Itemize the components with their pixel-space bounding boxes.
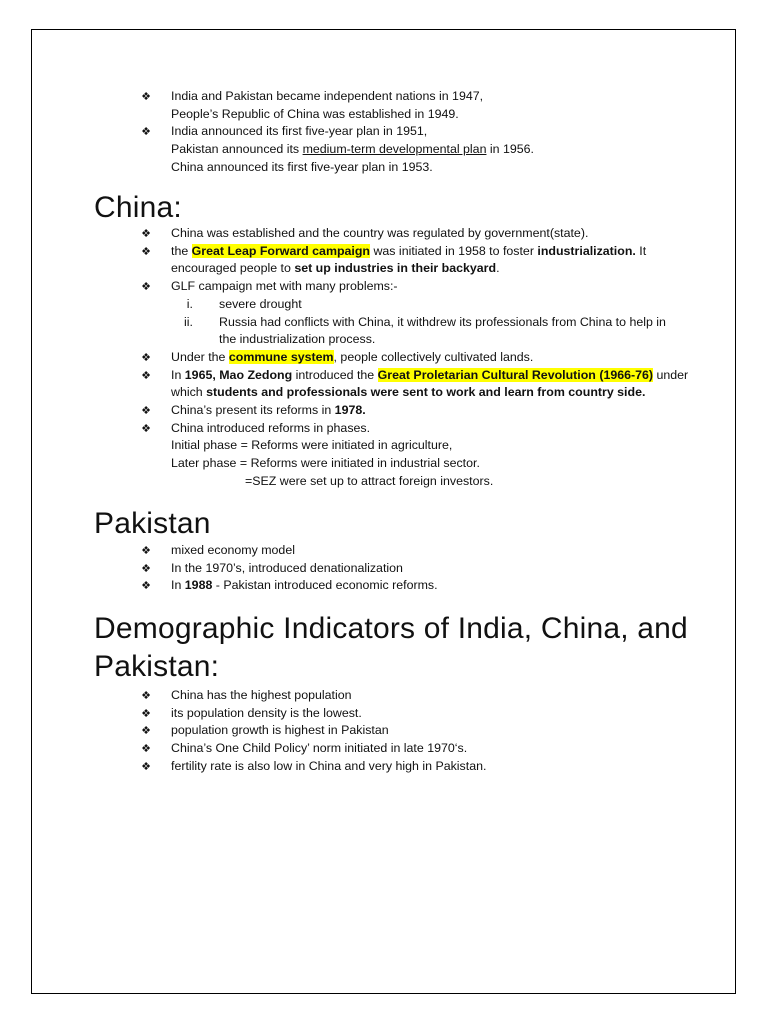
china-b7-line3: Later phase = Reforms were initiated in industrial sector. [171,456,480,471]
china-b5-line1 [171,367,688,385]
china-b7: China introduced reforms in phases. [171,420,371,435]
list-item [139,420,688,491]
demographic-heading: Demographic Indicators of India, China, and Pakistan: [94,612,688,683]
text-run: introduced the [292,367,378,382]
diamond-bullet-icon: ❖ [141,350,151,364]
diamond-bullet-icon: ❖ [141,579,151,593]
text-run: China’s present its reforms in [171,403,335,418]
list-item [139,402,688,420]
sublist-item [171,296,688,314]
text-run: which [171,385,207,400]
pakistan-list [139,542,438,595]
china-b7-line4: =SEZ were set up to attract foreign investors. [245,473,494,488]
diamond-bullet-icon: ❖ [141,706,151,720]
list-item [139,123,534,176]
list-item [139,243,688,278]
highlighted-text: commune system [228,349,334,364]
china-b2-line2 [171,260,688,278]
pakistan-b2: In the 1970’s, introduced denationalization [171,560,403,575]
china-b3: GLF campaign met with many problems:- [171,279,398,294]
diamond-bullet-icon: ❖ [141,125,151,139]
china-b2-line1 [171,243,688,261]
china-heading: China: [94,191,182,224]
list-item [139,349,688,367]
diamond-bullet-icon: ❖ [141,421,151,435]
sublist-item [171,314,688,349]
text-run: . [496,261,500,276]
text-run: In [171,578,185,593]
pakistan-b1: mixed economy model [171,543,295,557]
text-run: was initiated in 1958 to foster [370,243,538,258]
underlined-text: medium-term developmental plan [302,142,487,157]
text-run: under [653,367,689,382]
demographic-b1: China has the highest population [171,688,352,702]
diamond-bullet-icon: ❖ [141,561,151,575]
demographic-b4: China’s One Child Policy’ norm initiated in late 1970‘s. [171,741,468,756]
text-run: It [635,243,647,258]
intro-item2-line1: India announced its first five-year plan in 1951, [171,124,428,139]
diamond-bullet-icon: ❖ [141,742,151,756]
list-item [139,542,438,560]
text-run: In [171,367,185,382]
numbered-sublist [171,296,688,349]
bold-text: 1965, Mao Zedong [184,367,293,382]
list-item [139,722,486,740]
diamond-bullet-icon: ❖ [141,90,151,103]
list-item [139,225,688,243]
intro-item2-line2 [171,141,534,159]
pakistan-b3 [171,577,438,595]
pakistan-heading: Pakistan [94,507,211,540]
text-run: - Pakistan introduced economic reforms. [212,578,438,593]
diamond-bullet-icon: ❖ [141,544,151,557]
list-item [139,687,486,705]
china-b5-line2 [171,384,688,402]
demographic-b5: fertility rate is also low in China and very high in Pakistan. [171,758,487,773]
text-run: Pakistan announced its [171,142,303,157]
list-item [139,88,534,123]
list-item [139,367,688,402]
text-run: the [171,243,192,258]
bold-text: 1978. [334,403,366,418]
list-item [139,705,486,723]
demographic-b3: population growth is highest in Pakistan [171,723,389,738]
diamond-bullet-icon: ❖ [141,280,151,294]
china-b4 [171,349,688,367]
sublist-text: Russia had conflicts with China, it withdrew its professionals from China to help in [219,314,666,329]
demographic-list [139,687,486,776]
roman-numeral: i. [186,296,193,311]
text-run: Under the [171,349,229,364]
sublist-text: the industrialization process. [219,332,376,347]
diamond-bullet-icon: ❖ [141,227,151,240]
page-content [32,30,735,993]
diamond-bullet-icon: ❖ [141,759,151,773]
demographic-b2: its population density is the lowest. [171,705,362,720]
bold-text: students and professionals were sent to work and learn from country side. [206,385,646,400]
intro-item1-line2: People’s Republic of China was established in 1949. [171,106,459,121]
china-b6 [171,402,688,420]
highlighted-text: Great Leap Forward campaign [191,243,371,258]
diamond-bullet-icon: ❖ [141,368,151,382]
bold-text: set up industries in their backyard [294,261,497,276]
list-item [139,560,438,578]
text-run: in 1956. [486,142,535,157]
diamond-bullet-icon: ❖ [141,244,151,258]
china-list [139,225,688,491]
bold-text: industrialization. [537,243,636,258]
list-item [139,278,688,349]
text-run: encouraged people to [171,261,295,276]
list-item [139,577,438,595]
text-run: , people collectively cultivated lands. [333,349,534,364]
list-item [139,740,486,758]
diamond-bullet-icon: ❖ [141,724,151,738]
document-page [31,29,736,994]
highlighted-text: Great Proletarian Cultural Revolution (1966-76) [377,367,654,382]
diamond-bullet-icon: ❖ [141,689,151,702]
intro-list [139,88,534,177]
list-item [139,758,486,776]
intro-item2-line3: China announced its first five-year plan in 1953. [171,159,433,174]
china-b1: China was established and the country was regulated by government(state). [171,226,589,240]
intro-item1-line1: India and Pakistan became independent nations in 1947, [171,89,484,103]
roman-numeral: ii. [184,314,193,329]
china-b7-line2: Initial phase = Reforms were initiated in agriculture, [171,438,453,453]
bold-text: 1988 [184,578,213,593]
diamond-bullet-icon: ❖ [141,404,151,418]
sublist-text: severe drought [219,296,302,311]
